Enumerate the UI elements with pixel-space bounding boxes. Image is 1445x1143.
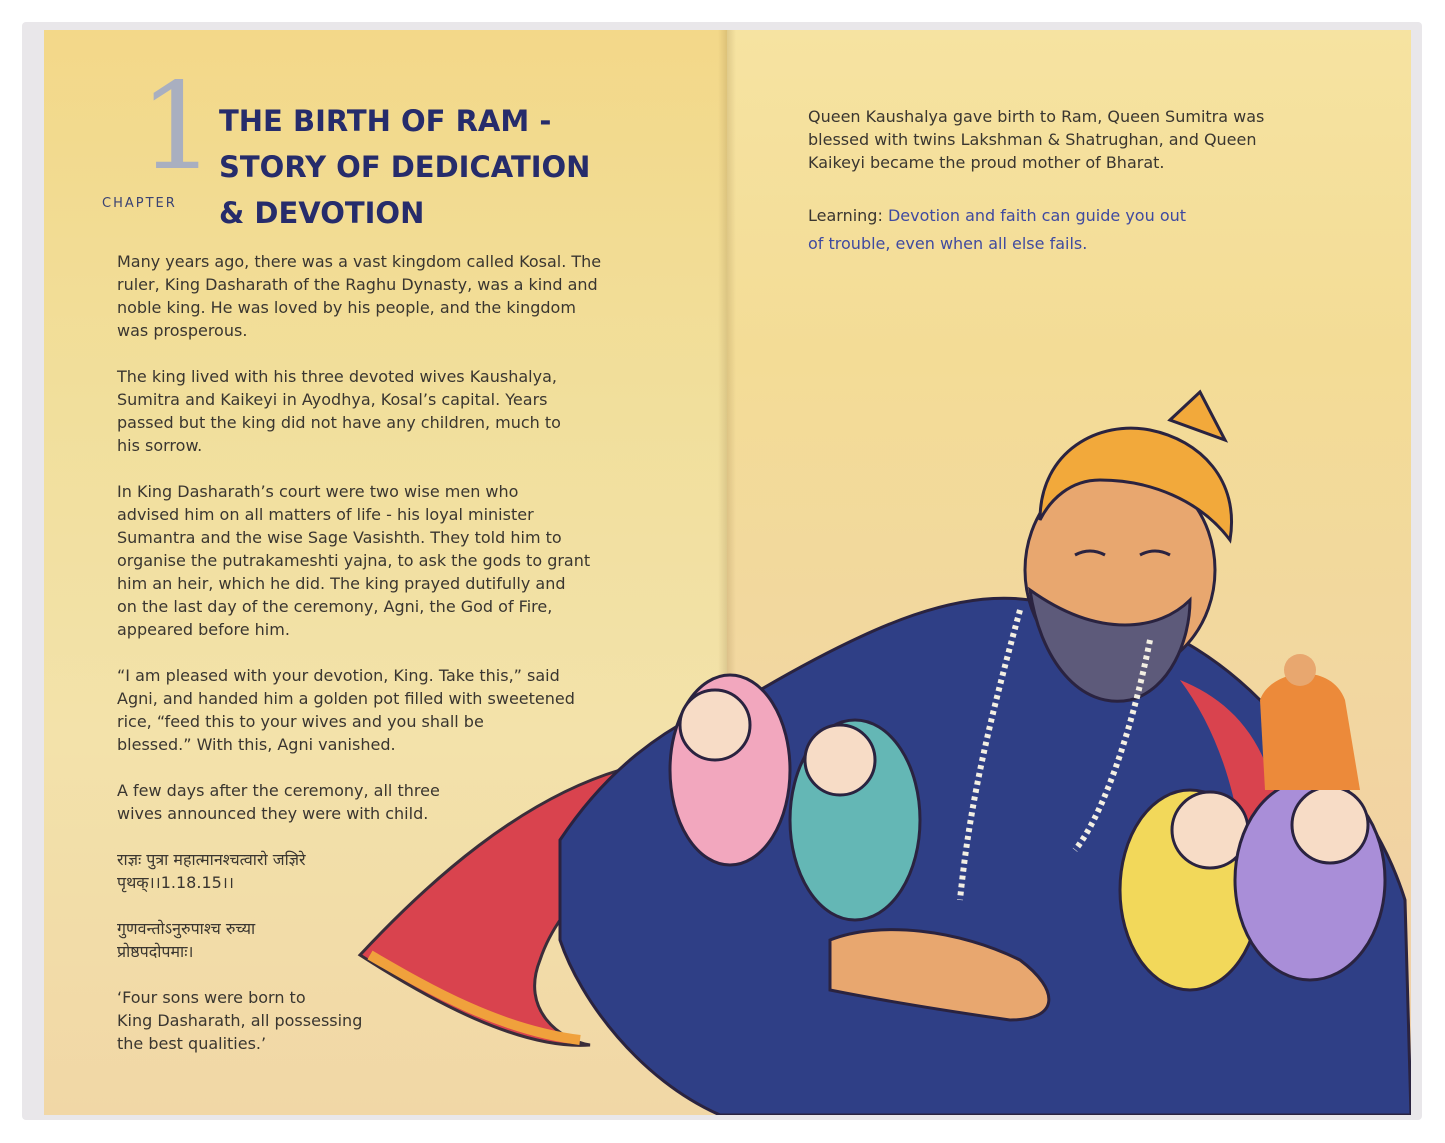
text-line: Sumantra and the wise Sage Vasishth. They told him to (117, 528, 562, 547)
learning-text-line: of trouble, even when all else fails. (808, 234, 1088, 253)
text-line: Agni, and handed him a golden pot filled with sweetened (117, 689, 575, 708)
baby-pink (670, 675, 790, 865)
title-line: THE BIRTH OF RAM - (219, 104, 552, 138)
text-line: Kaikeyi became the proud mother of Bharat. (808, 153, 1165, 172)
text-line: “I am pleased with your devotion, King. Take this,” said (117, 666, 560, 685)
text-line: ‘Four sons were born to (117, 988, 306, 1007)
sage-figure (1260, 654, 1360, 790)
text-line: his sorrow. (117, 436, 203, 455)
text-line: noble king. He was loved by his people, and the kingdom (117, 298, 576, 317)
title-line: & DEVOTION (219, 196, 425, 230)
text-line: ruler, King Dasharath of the Raghu Dynasty, was a kind and (117, 275, 598, 294)
text-line: The king lived with his three devoted wives Kaushalya, (117, 367, 557, 386)
text-line: In King Dasharath’s court were two wise men who (117, 482, 519, 501)
baby-teal (790, 720, 920, 920)
text-line: पृथक्।।1.18.15।। (117, 873, 234, 892)
text-line: appeared before him. (117, 620, 290, 639)
text-line: गुणवन्तोऽनुरुपाश्च रुच्या (117, 919, 256, 938)
text-line: Sumitra and Kaikeyi in Ayodhya, Kosal’s capital. Years (117, 390, 548, 409)
text-line: राज्ञः पुत्रा महात्मानश्चत्वारो जज्ञिरे (117, 850, 306, 869)
text-line: प्रोष्ठपदोपमाः। (117, 942, 194, 961)
text-line: wives announced they were with child. (117, 804, 429, 823)
baby-purple (1235, 780, 1385, 980)
learning-text-line: Devotion and faith can guide you out (887, 206, 1187, 225)
text-line: the best qualities.’ (117, 1034, 267, 1053)
text-line: organise the putrakameshti yajna, to ask the gods to grant (117, 551, 591, 570)
text-line: Queen Kaushalya gave birth to Ram, Queen Sumitra was (808, 107, 1265, 126)
text-line: King Dasharath, all possessing (117, 1011, 363, 1030)
text-line: on the last day of the ceremony, Agni, the God of Fire, (117, 597, 553, 616)
text-line: rice, “feed this to your wives and you shall be (117, 712, 484, 731)
chapter-label: CHAPTER (102, 196, 177, 211)
text-line: advised him on all matters of life - his loyal minister (117, 505, 534, 524)
text-line: was prosperous. (117, 321, 248, 340)
learning-label: Learning: (808, 206, 883, 225)
chapter-number: 1 (139, 58, 216, 197)
text-line: Many years ago, there was a vast kingdom called Kosal. The (117, 252, 602, 271)
text-line: A few days after the ceremony, all three (117, 781, 440, 800)
text-line: him an heir, which he did. The king prayed dutifully and (117, 574, 566, 593)
text-line: blessed.” With this, Agni vanished. (117, 735, 396, 754)
text-line: blessed with twins Lakshman & Shatrughan, and Queen (808, 130, 1257, 149)
title-line: STORY OF DEDICATION (219, 150, 591, 184)
text-line: passed but the king did not have any children, much to (117, 413, 561, 432)
